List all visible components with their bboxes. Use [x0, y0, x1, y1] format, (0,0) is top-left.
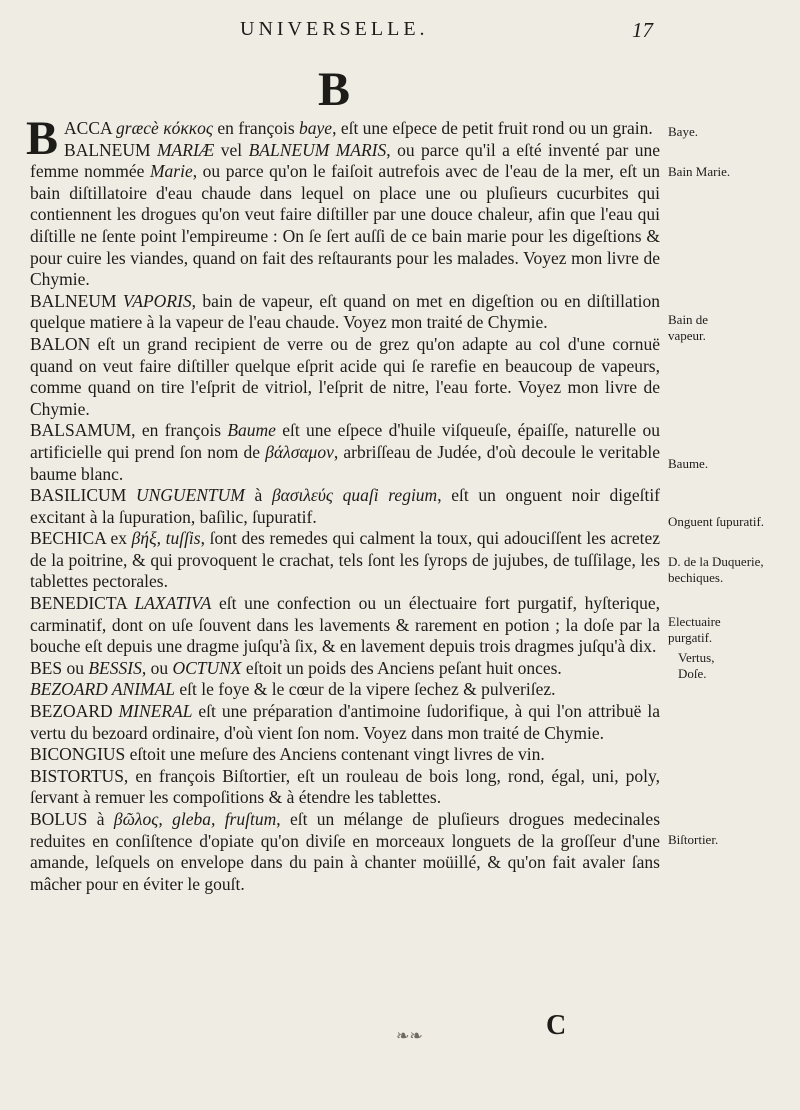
entry-text: en françois [213, 118, 300, 138]
dictionary-entry [30, 528, 660, 593]
entry-text: UNGUENTUM [135, 485, 245, 506]
margin-note: Baume. [668, 456, 709, 471]
margin-note: Vertus, Doſe. [678, 650, 715, 681]
ornament: ❧❧ [396, 1028, 423, 1045]
section-letter: B [318, 63, 351, 116]
drop-cap: B [26, 112, 59, 165]
dictionary-entry [30, 766, 660, 809]
entry-text: LAXATIVA [134, 593, 212, 614]
dictionary-column [26, 112, 661, 895]
entry-text: BOLUS à [30, 809, 114, 829]
entry-text: græcè κόκκος [116, 118, 213, 138]
entry-text: ACCA [64, 118, 117, 138]
margin-note: Bain Marie. [668, 164, 731, 179]
entry-text: , arbriſſeau de Judée, d'où decoule le veritable baume blanc. [30, 441, 660, 484]
dictionary-entry [30, 809, 660, 895]
entry-text: , ou [141, 657, 173, 678]
entry-text: BEZOARD [30, 701, 119, 722]
entry-text: βήξ, tuſſis [131, 528, 201, 549]
margin-note: Bain de vapeur. [668, 312, 709, 343]
entry-text: eſt une eſpece d'huile viſqueuſe, épaiſſe, naturelle ou artificielle qui prend ſon nom de [30, 420, 660, 462]
entry-text: MINERAL [118, 701, 193, 722]
entry-text: BALNEUM MARIS [248, 139, 387, 160]
dictionary-entry [30, 744, 660, 766]
entry-text: βασιλεύς quaſi regium [271, 485, 438, 506]
dictionary-entry [30, 485, 660, 528]
margin-note: Electuaire purgatif. [668, 614, 721, 645]
entry-text: eſtoit un poids des Anciens peſant huit onces. [241, 657, 562, 678]
entry-text: BALNEUM [30, 290, 123, 311]
dictionary-entry [30, 679, 660, 701]
entry-text: βάλσαμον [265, 441, 334, 462]
entry-text: MARIÆ [156, 139, 215, 160]
margin-note: D. de la Duquerie, bechiques. [668, 554, 764, 585]
dictionary-entry [30, 291, 660, 334]
entry-text: eſt une confection ou un électuaire fort purgatif, hyſterique, carminatif, dont on uſe ſouvent dans les lavements & rarement en potion ; la doſe par la bouche eſt depuis une dragme juſqu'à ſix, & en lavement depuis trois dragmes juſqu'à dix. [30, 593, 660, 657]
entry-text: BENEDICTA [30, 593, 135, 614]
entry-text: VAPORIS [122, 290, 192, 311]
next-letter: C [546, 1010, 567, 1041]
dictionary-entry [30, 658, 660, 680]
dictionary-entry [30, 701, 660, 744]
entry-text: BALSAMUM, en françois [30, 420, 228, 441]
entry-text: BALON eſt un grand recipient de verre ou de grez qu'on adapte au col d'une cornuë quand on veut faire diſtiller quelque eſprit acide qui ſe rarefie en beaucoup de vapeurs, comme quand on tire l'eſprit de vitriol, l'eſprit de nitre, l'eau forte. Voyez mon livre de Chymie. [30, 333, 660, 419]
entry-text: BECHICA ex [30, 528, 132, 549]
entry-text: , ſont des remedes qui calment la toux, qui adouciſſent les acretez de la poitrine, & qui provoquent le crachat, tels ſont les ſyrops de jujubes, de tuſſilage, les tablettes pectorales. [30, 528, 660, 592]
margin-note: Biſtortier. [668, 832, 719, 847]
entry-text: , ou parce qu'il a eſté inventé par une femme nommée [30, 139, 661, 182]
entry-text: BALNEUM [64, 139, 157, 160]
margin-note: Baye. [668, 124, 698, 139]
entry-text: baye [299, 118, 333, 138]
margin-note: Onguent ſupuratif. [668, 514, 765, 529]
entry-text: BISTORTUS, en françois Biſtortier, eſt un rouleau de bois long, rond, égal, uni, poly, ſervant à remuer les compoſitions & à étendre les tablettes. [30, 765, 660, 808]
entry-text: BASILICUM [30, 485, 136, 506]
running-head: UNIVERSELLE. [240, 18, 429, 40]
dictionary-entry [30, 334, 660, 420]
page-number: 17 [632, 18, 653, 42]
entry-text: , ou parce qu'on le faiſoit autrefois avec de l'eau de la mer, eſt un bain diſtillatoire d'eau chaude dans lequel on place une ou pluſieurs cucurbites qui contiennent les drogues qu'on veut faire diſtiller par une douce chaleur, afin que l'eau qui diſtille ne ſente point l'empireume : On ſe ſert auſſi de ce bain marie pour les digeſtions & pour cuire les viandes, quand on fait des reſtaurants pour les malades. Voyez mon livre de Chymie. [30, 161, 660, 290]
dictionary-entry [30, 420, 660, 485]
entry-text: eſt le foye & le cœur de la vipere ſechez & pulveriſez. [175, 679, 556, 700]
entry-text: , eſt un mélange de pluſieurs drogues medecinales reduites en conſiſtence d'opiate qu'on diviſe en morceaux longuets de la groſſeur d'une amande, leſquels on envelope dans du pain à chanter moüillé, & qu'on fait avaler ſans mâcher pour en éviter le gouſt. [30, 809, 661, 894]
entry-text: , bain de vapeur, eſt quand on met en digeſtion ou en diſtillation quelque matiere à la vapeur de l'eau chaude. Voyez mon traité de Chymie. [30, 290, 660, 333]
entry-text: BES ou [30, 657, 89, 678]
dictionary-entry [30, 140, 660, 291]
entry-text: BEZOARD ANIMAL [30, 679, 176, 700]
entry-text: à [244, 485, 272, 506]
entry-text: , eſt une eſpece de petit fruit rond ou un grain. [332, 118, 653, 138]
entry-text: Baume [227, 420, 276, 441]
entry-text: BICONGIUS eſtoit une meſure des Anciens contenant vingt livres de vin. [30, 744, 545, 765]
entry-text: βῶλος, gleba, fruſtum [113, 809, 277, 829]
entry-text: vel [214, 139, 249, 160]
entry-text: , eſt un onguent noir digeſtif excitant à la ſupuration, baſilic, ſupuratif. [30, 485, 661, 527]
entry-text: BESSIS [88, 657, 142, 678]
entry-text: Marie [149, 161, 193, 182]
entry-text: eſt une préparation d'antimoine ſudorifique, à qui l'on attribuë la vertu du bezoard ordinaire, d'où vient ſon nom. Voyez dans mon traité de Chymie. [30, 701, 660, 743]
dictionary-entry [30, 593, 660, 658]
entry-text: OCTUNX [172, 657, 242, 678]
